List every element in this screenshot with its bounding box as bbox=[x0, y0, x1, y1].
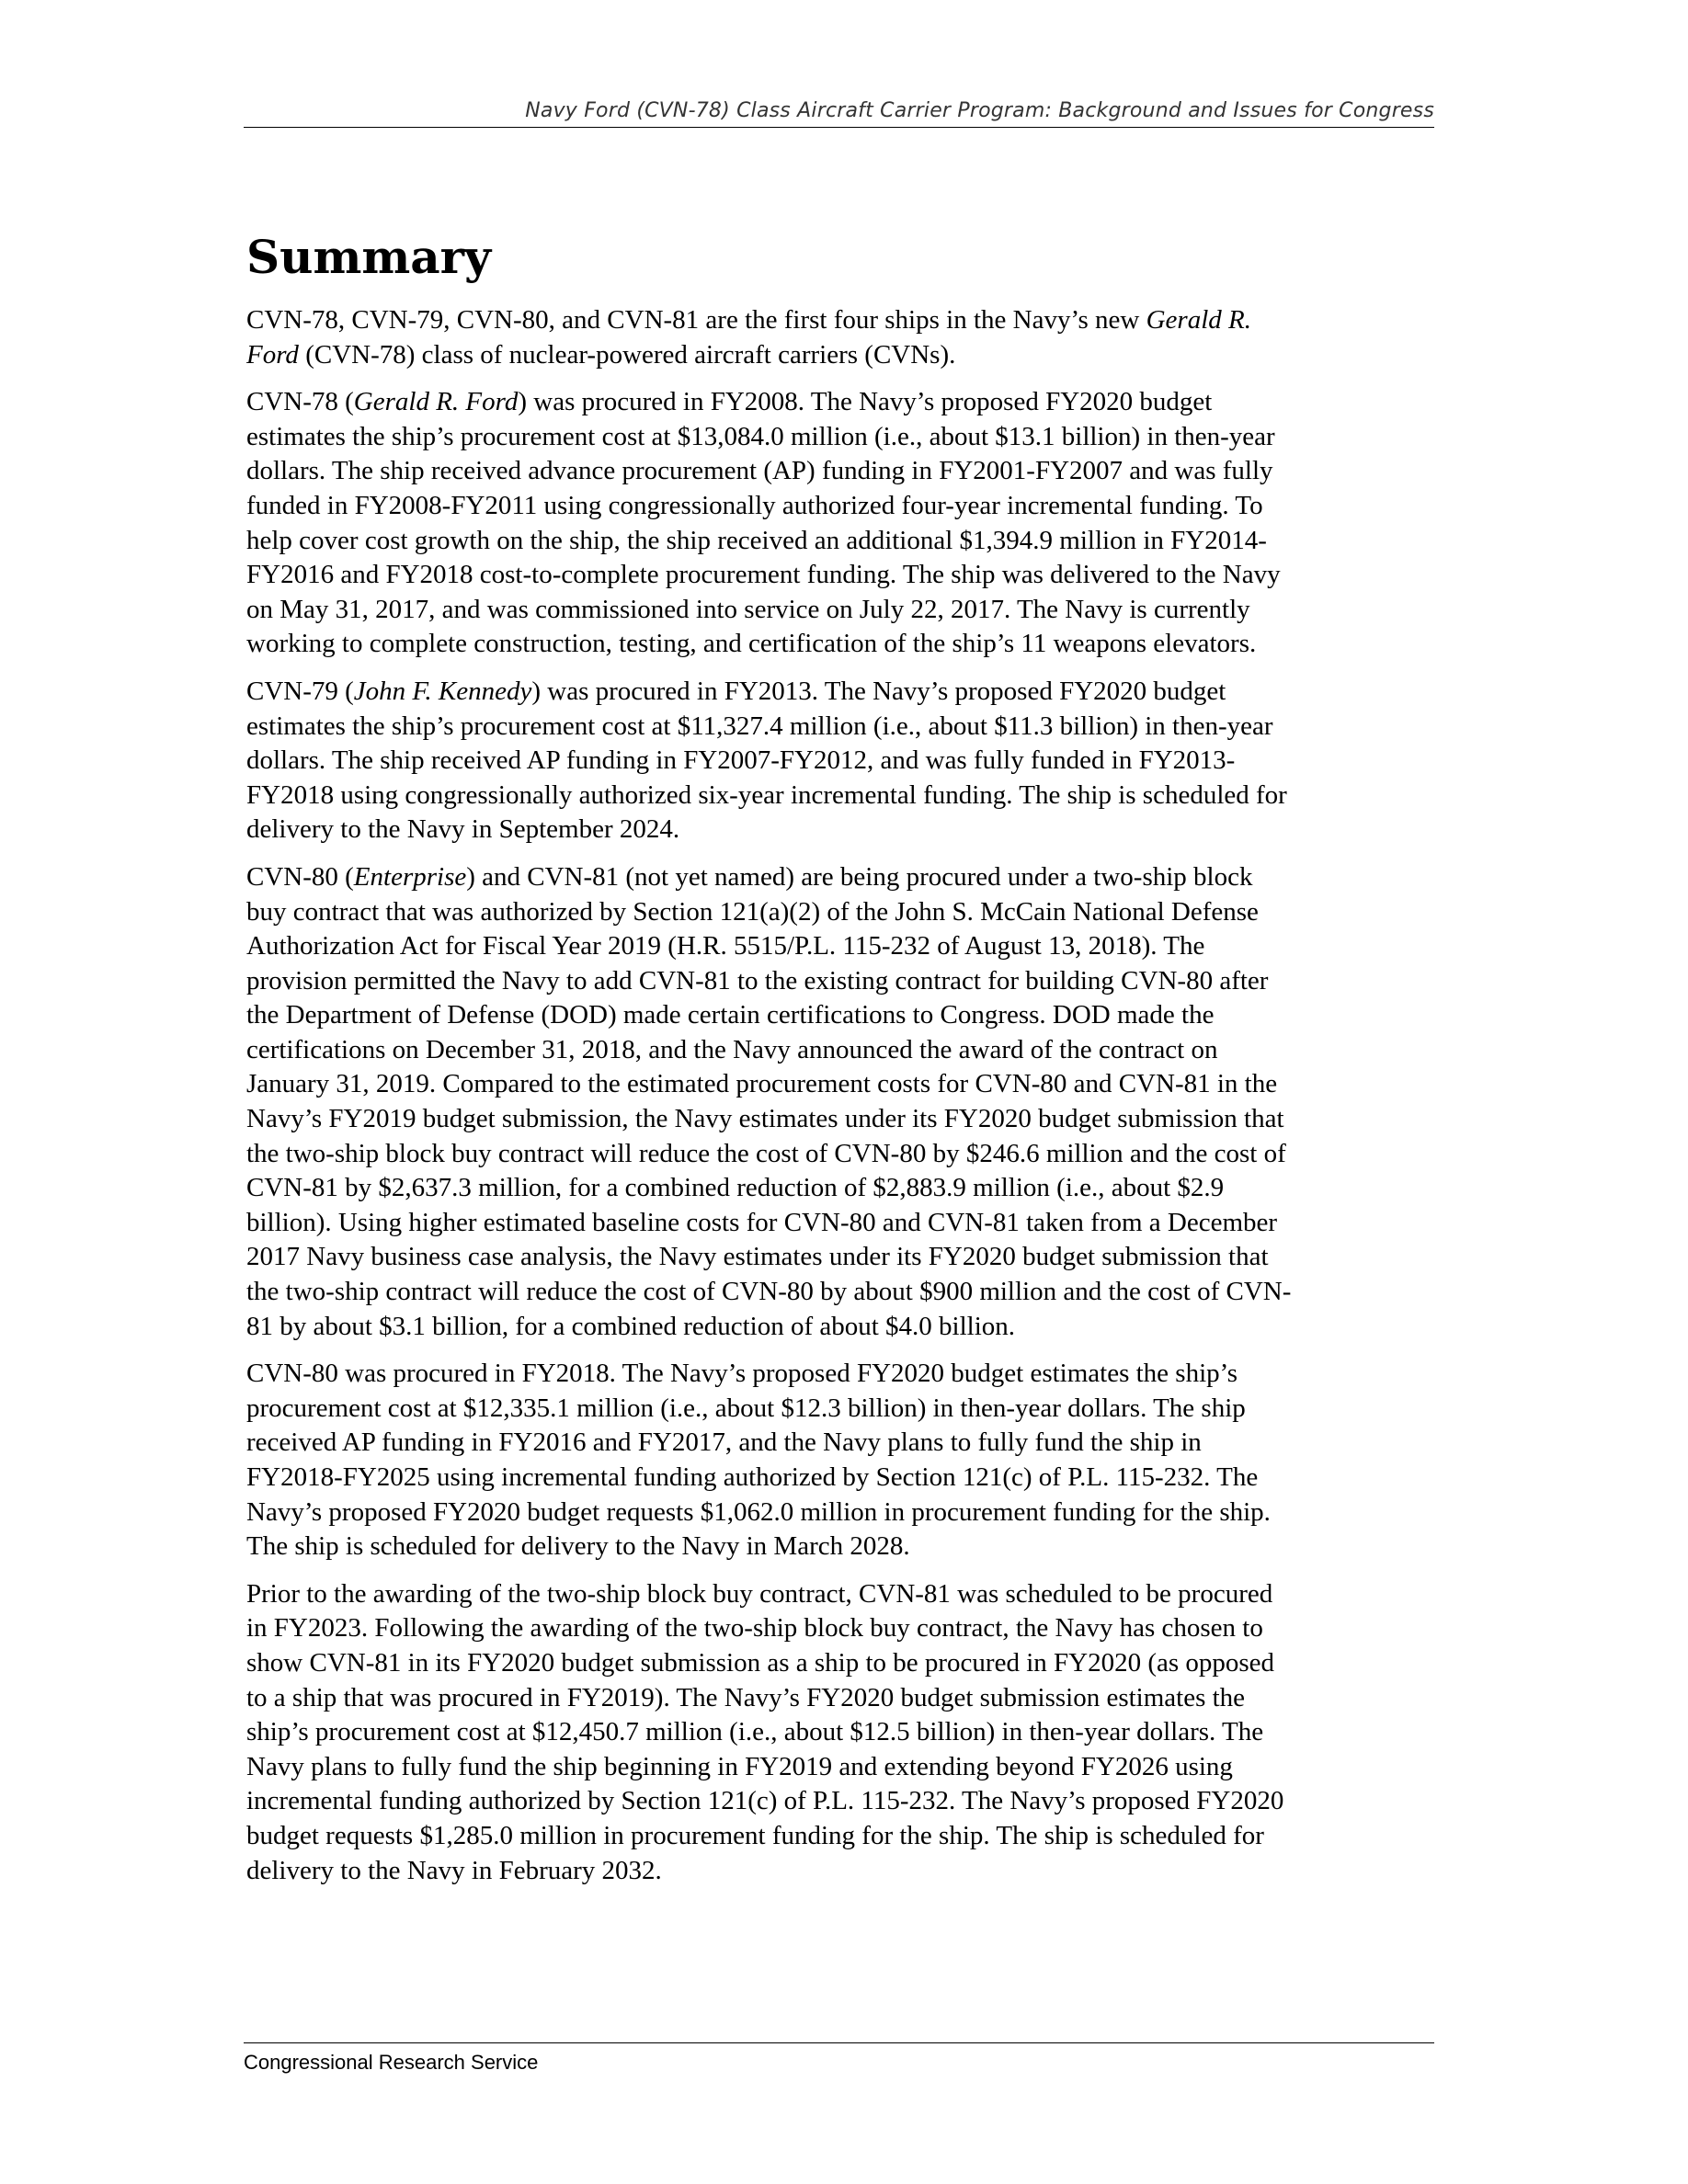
summary-body bbox=[246, 303, 1442, 1888]
text-line: procurement cost at $12,335.1 million (i.e., about $12.3 billion) in then-year dollars. The ship bbox=[246, 1393, 1246, 1423]
text-line: FY2016 and FY2018 cost-to-complete procurement funding. The ship was delivered to the Navy bbox=[246, 560, 1281, 590]
text-line: CVN-78, CVN-79, CVN-80, and CVN-81 are the first four ships in the Navy’s new Gerald R. bbox=[246, 305, 1251, 335]
text-line: help cover cost growth on the ship, the ship received an additional $1,394.9 million in FY2014- bbox=[246, 525, 1267, 555]
text-line: incremental funding authorized by Section 121(c) of P.L. 115-232. The Navy’s proposed FY2020 bbox=[246, 1786, 1284, 1816]
paragraph bbox=[246, 303, 1442, 372]
text-line: Navy’s FY2019 budget submission, the Navy estimates under its FY2020 budget submission that bbox=[246, 1104, 1284, 1134]
text-line: billion). Using higher estimated baseline costs for CVN-80 and CVN-81 taken from a December bbox=[246, 1207, 1278, 1237]
text-line: the two-ship block buy contract will reduce the cost of CVN-80 by $246.6 million and the cost of bbox=[246, 1138, 1286, 1168]
text-line: delivery to the Navy in February 2032. bbox=[246, 1855, 662, 1885]
italic-ship-name: John F. Kennedy bbox=[353, 676, 532, 706]
paragraph bbox=[246, 675, 1442, 847]
text-line: CVN-80 was procured in FY2018. The Navy’s proposed FY2020 budget estimates the ship’s bbox=[246, 1359, 1237, 1389]
text-line: estimates the ship’s procurement cost at $11,327.4 million (i.e., about $11.3 billion) in then-year bbox=[246, 711, 1273, 741]
text-line: Prior to the awarding of the two-ship block buy contract, CVN-81 was scheduled to be procured bbox=[246, 1578, 1273, 1609]
page-content bbox=[246, 230, 1442, 1901]
text-line: CVN-79 (John F. Kennedy) was procured in FY2013. The Navy’s proposed FY2020 budget bbox=[246, 676, 1226, 706]
text-line: dollars. The ship received advance procurement (AP) funding in FY2001-FY2007 and was fully bbox=[246, 456, 1273, 486]
text-line: 81 by about $3.1 billion, for a combined reduction of about $4.0 billion. bbox=[246, 1311, 1016, 1341]
text-line: ship’s procurement cost at $12,450.7 million (i.e., about $12.5 billion) in then-year dollars. The bbox=[246, 1717, 1264, 1747]
text-line: to a ship that was procured in FY2019). The Navy’s FY2020 budget submission estimates the bbox=[246, 1682, 1246, 1712]
text-line: FY2018-FY2025 using incremental funding authorized by Section 121(c) of P.L. 115-232. The bbox=[246, 1462, 1259, 1492]
paragraph bbox=[246, 1577, 1442, 1888]
paragraph bbox=[246, 385, 1442, 662]
text-line: on May 31, 2017, and was commissioned into service on July 22, 2017. The Navy is currently bbox=[246, 594, 1250, 624]
text-line: show CVN-81 in its FY2020 budget submission as a ship to be procured in FY2020 (as opposed bbox=[246, 1647, 1275, 1678]
text-line: in FY2023. Following the awarding of the two-ship block buy contract, the Navy has chosen to bbox=[246, 1613, 1263, 1644]
text-line: Authorization Act for Fiscal Year 2019 (H.R. 5515/P.L. 115-232 of August 13, 2018). The bbox=[246, 931, 1205, 961]
text-line: budget requests $1,285.0 million in procurement funding for the ship. The ship is scheduled for bbox=[246, 1820, 1264, 1850]
text-line: delivery to the Navy in September 2024. bbox=[246, 814, 680, 845]
text-line: 2017 Navy business case analysis, the Navy estimates under its FY2020 budget submission that bbox=[246, 1242, 1269, 1272]
text-line: CVN-80 (Enterprise) and CVN-81 (not yet named) are being procured under a two-ship block bbox=[246, 861, 1253, 892]
text-line: received AP funding in FY2016 and FY2017, and the Navy plans to fully fund the ship in bbox=[246, 1428, 1202, 1458]
text-line: CVN-78 (Gerald R. Ford) was procured in FY2008. The Navy’s proposed FY2020 budget bbox=[246, 387, 1213, 417]
text-line: Ford (CVN-78) class of nuclear-powered aircraft carriers (CVNs). bbox=[246, 339, 956, 370]
paragraph bbox=[246, 860, 1442, 1344]
text-line: January 31, 2019. Compared to the estimated procurement costs for CVN-80 and CVN-81 in the bbox=[246, 1069, 1278, 1099]
italic-ship-name: Enterprise bbox=[353, 861, 467, 892]
text-line: funded in FY2008-FY2011 using congressionally authorized four-year incremental funding. To bbox=[246, 490, 1263, 520]
section-heading: Summary bbox=[246, 230, 492, 284]
text-line: buy contract that was authorized by Section 121(a)(2) of the John S. McCain National Defense bbox=[246, 896, 1259, 927]
footer-org: Congressional Research Service bbox=[244, 2051, 539, 2074]
running-footer bbox=[244, 2042, 1434, 2075]
text-line: dollars. The ship received AP funding in FY2007-FY2012, and was fully funded in FY2013- bbox=[246, 745, 1236, 776]
text-line: certifications on December 31, 2018, and the Navy announced the award of the contract on bbox=[246, 1034, 1218, 1064]
running-header-title: Navy Ford (CVN-78) Class Aircraft Carrier Program: Background and Issues for Congress bbox=[525, 99, 1434, 122]
text-line: provision permitted the Navy to add CVN-81 to the existing contract for building CVN-80 after bbox=[246, 965, 1269, 995]
text-line: the Department of Defense (DOD) made certain certifications to Congress. DOD made the bbox=[246, 1000, 1215, 1030]
paragraph bbox=[246, 1357, 1442, 1564]
italic-ship-name: Gerald R. Ford bbox=[353, 387, 519, 417]
italic-ship-name: Ford bbox=[246, 339, 299, 370]
text-line: FY2018 using congressionally authorized six-year incremental funding. The ship is scheduled for bbox=[246, 779, 1287, 810]
running-header bbox=[244, 97, 1434, 128]
text-line: Navy’s proposed FY2020 budget requests $1,062.0 million in procurement funding for the ship. bbox=[246, 1496, 1271, 1527]
text-line: estimates the ship’s procurement cost at $13,084.0 million (i.e., about $13.1 billion) in then-year bbox=[246, 421, 1275, 451]
text-line: The ship is scheduled for delivery to the Navy in March 2028. bbox=[246, 1531, 910, 1562]
text-line: working to complete construction, testing, and certification of the ship’s 11 weapons elevators. bbox=[246, 629, 1257, 659]
text-line: the two-ship contract will reduce the cost of CVN-80 by about $900 million and the cost of CVN- bbox=[246, 1277, 1292, 1307]
text-line: CVN-81 by $2,637.3 million, for a combined reduction of $2,883.9 million (i.e., about $2.9 bbox=[246, 1173, 1225, 1203]
text-line: Navy plans to fully fund the ship beginning in FY2019 and extending beyond FY2026 using bbox=[246, 1751, 1233, 1781]
italic-ship-name: Gerald R. bbox=[1146, 305, 1251, 335]
